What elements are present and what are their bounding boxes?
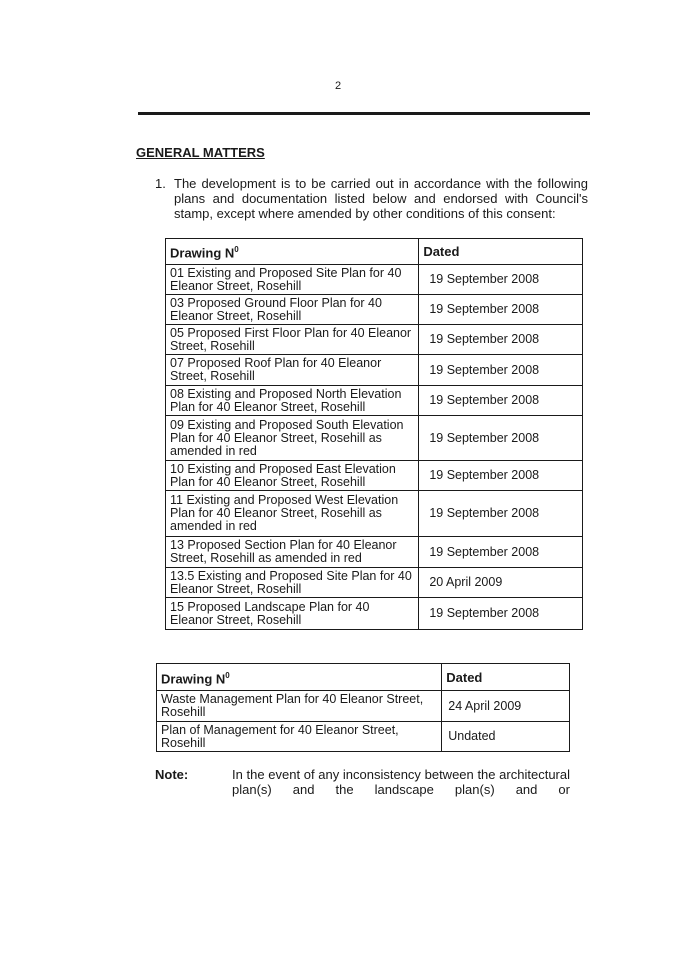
table-row [166, 598, 583, 630]
table-header-row [157, 664, 570, 691]
table-row [166, 265, 583, 295]
table-row [166, 568, 583, 598]
drawing-cell: 07 Proposed Roof Plan for 40 Eleanor Street, Rosehill [166, 355, 419, 386]
table-row [157, 691, 570, 722]
section-heading: GENERAL MATTERS [136, 145, 265, 160]
header-drawing-superscript: 0 [234, 245, 239, 255]
table-row [166, 325, 583, 355]
header-drawing-number [166, 239, 419, 265]
dated-cell: Undated [442, 722, 570, 752]
header-drawing-number [157, 664, 442, 691]
dated-cell: 19 September 2008 [419, 491, 583, 537]
drawing-cell: 13 Proposed Section Plan for 40 Eleanor Street, Rosehill as amended in red [166, 537, 419, 568]
drawing-cell: 15 Proposed Landscape Plan for 40 Eleanor Street, Rosehill [166, 598, 419, 630]
drawing-cell: 10 Existing and Proposed East Elevation Plan for 40 Eleanor Street, Rosehill [166, 461, 419, 491]
dated-cell: 19 September 2008 [419, 461, 583, 491]
condition-number: 1. [155, 176, 166, 191]
drawing-cell: 03 Proposed Ground Floor Plan for 40 Eleanor Street, Rosehill [166, 295, 419, 325]
dated-cell: 19 September 2008 [419, 537, 583, 568]
dated-cell: 19 September 2008 [419, 598, 583, 630]
drawing-cell: Waste Management Plan for 40 Eleanor Street, Rosehill [157, 691, 442, 722]
dated-cell: 19 September 2008 [419, 416, 583, 461]
dated-cell: 19 September 2008 [419, 386, 583, 416]
drawing-cell: 05 Proposed First Floor Plan for 40 Eleanor Street, Rosehill [166, 325, 419, 355]
dated-cell: 19 September 2008 [419, 355, 583, 386]
header-dated: Dated [419, 239, 583, 265]
note-label: Note: [155, 767, 189, 782]
dated-cell: 19 September 2008 [419, 295, 583, 325]
dated-cell: 24 April 2009 [442, 691, 570, 722]
note-text: In the event of any inconsistency between the architectural plan(s) and the landscape plan(s) and or [232, 767, 570, 797]
drawing-cell: Plan of Management for 40 Eleanor Street, Rosehill [157, 722, 442, 752]
table-row [166, 355, 583, 386]
table-row [166, 386, 583, 416]
table-row [166, 537, 583, 568]
documents-table [156, 663, 570, 752]
table-row [166, 416, 583, 461]
table-row [166, 295, 583, 325]
drawing-cell: 09 Existing and Proposed South Elevation Plan for 40 Eleanor Street, Rosehill as amended in red [166, 416, 419, 461]
table-row [166, 461, 583, 491]
table-row [166, 491, 583, 537]
page-number: 2 [334, 80, 342, 92]
dated-cell: 19 September 2008 [419, 265, 583, 295]
header-drawing-label: Drawing N [170, 245, 235, 261]
header-rule [138, 112, 590, 115]
dated-cell: 19 September 2008 [419, 325, 583, 355]
header-drawing-label: Drawing N [161, 671, 226, 687]
table-header-row [166, 239, 583, 265]
dated-cell: 20 April 2009 [419, 568, 583, 598]
table-row [157, 722, 570, 752]
drawings-table [165, 238, 583, 630]
drawing-cell: 11 Existing and Proposed West Elevation Plan for 40 Eleanor Street, Rosehill as amended in red [166, 491, 419, 537]
header-drawing-superscript: 0 [225, 670, 230, 680]
condition-text: The development is to be carried out in accordance with the following plans and documentation listed below and endorsed with Council's stamp, except where amended by other conditions of this consent: [174, 176, 588, 221]
drawing-cell: 13.5 Existing and Proposed Site Plan for 40 Eleanor Street, Rosehill [166, 568, 419, 598]
header-dated: Dated [442, 664, 570, 691]
drawing-cell: 01 Existing and Proposed Site Plan for 40 Eleanor Street, Rosehill [166, 265, 419, 295]
drawing-cell: 08 Existing and Proposed North Elevation Plan for 40 Eleanor Street, Rosehill [166, 386, 419, 416]
